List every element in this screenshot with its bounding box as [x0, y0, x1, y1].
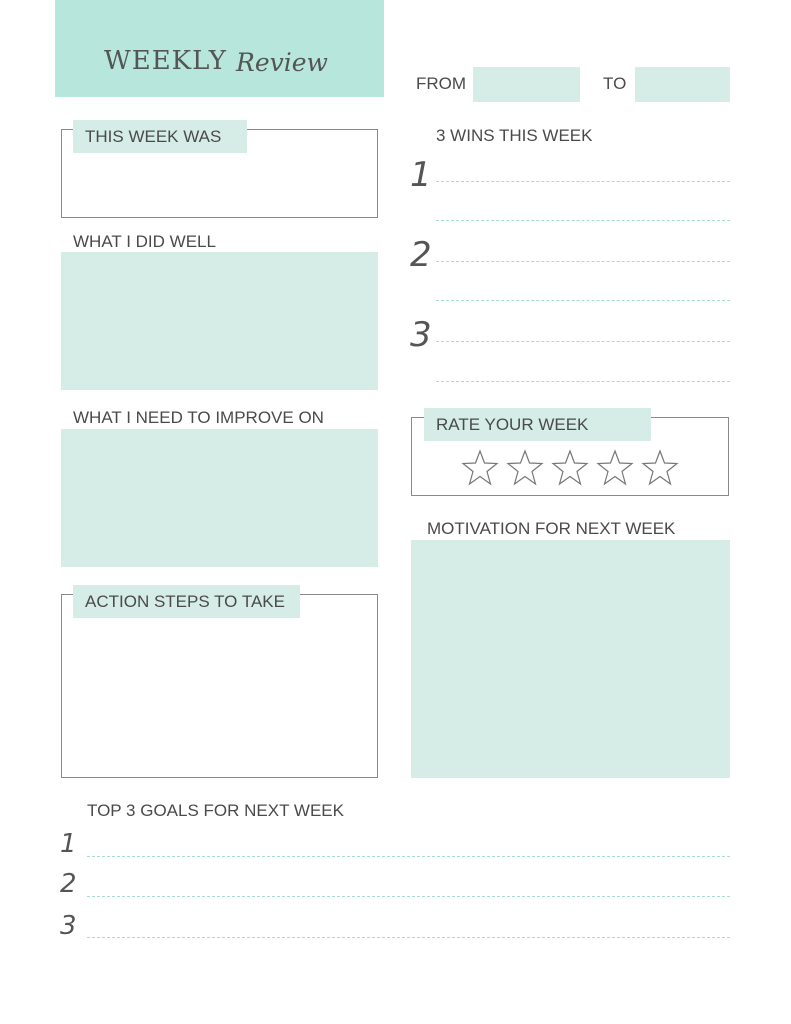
- star-icon[interactable]: [508, 451, 542, 484]
- motivation-box[interactable]: [411, 540, 730, 778]
- this-week-was-label: THIS WEEK WAS: [73, 120, 247, 153]
- page-title: WEEKLY: [104, 46, 227, 76]
- page-title-script: Review: [236, 48, 328, 77]
- star-icon[interactable]: [598, 451, 632, 484]
- rate-week-label: RATE YOUR WEEK: [424, 408, 651, 441]
- wins-label: 3 WINS THIS WEEK: [436, 126, 593, 145]
- action-steps-label: ACTION STEPS TO TAKE: [73, 585, 300, 618]
- goal-number-1: 1: [60, 829, 77, 859]
- win-line-3a[interactable]: [436, 341, 730, 342]
- win-number-3: 3: [410, 315, 432, 355]
- to-date-field[interactable]: [635, 67, 730, 102]
- goal-line-1[interactable]: [87, 856, 730, 857]
- action-steps-box[interactable]: [61, 594, 378, 778]
- motivation-label: MOTIVATION FOR NEXT WEEK: [427, 519, 676, 538]
- win-number-1: 1: [410, 155, 432, 195]
- improve-on-label: WHAT I NEED TO IMPROVE ON: [73, 408, 324, 427]
- what-i-did-well-label: WHAT I DID WELL: [73, 232, 216, 251]
- what-i-did-well-box[interactable]: [61, 252, 378, 390]
- from-date-field[interactable]: [473, 67, 580, 102]
- star-rating: [460, 448, 684, 488]
- win-line-2b[interactable]: [436, 300, 730, 301]
- goals-label: TOP 3 GOALS FOR NEXT WEEK: [87, 801, 344, 820]
- goal-line-3[interactable]: [87, 937, 730, 938]
- improve-on-box[interactable]: [61, 429, 378, 567]
- win-line-1b[interactable]: [436, 220, 730, 221]
- win-line-3b[interactable]: [436, 381, 730, 382]
- to-label: TO: [603, 74, 627, 93]
- win-number-2: 2: [410, 235, 432, 275]
- star-icon[interactable]: [643, 451, 677, 484]
- goal-number-2: 2: [60, 869, 77, 899]
- win-line-1a[interactable]: [436, 181, 730, 182]
- goal-number-3: 3: [60, 911, 77, 941]
- from-label: FROM: [416, 74, 467, 93]
- star-icon[interactable]: [553, 451, 587, 484]
- goal-line-2[interactable]: [87, 896, 730, 897]
- star-icon[interactable]: [463, 451, 497, 484]
- stars-svg: [460, 448, 684, 488]
- win-line-2a[interactable]: [436, 261, 730, 262]
